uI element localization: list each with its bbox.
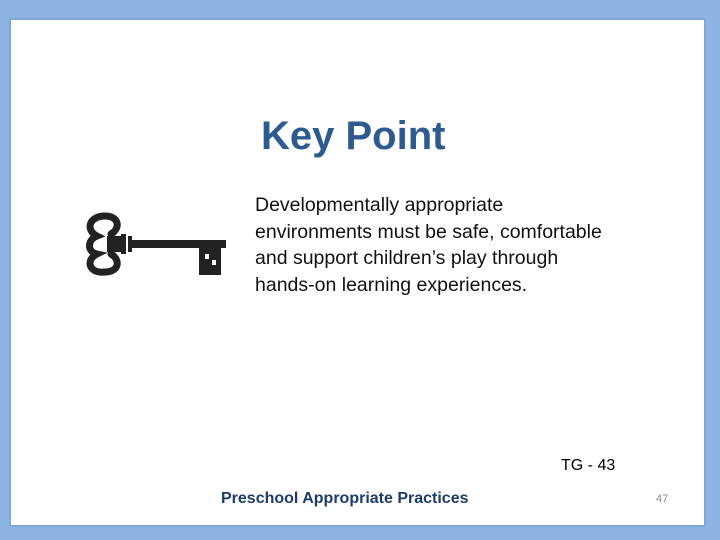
- key-icon: [81, 208, 229, 278]
- slide: [9, 18, 706, 527]
- footer-title: Preschool Appropriate Practices: [221, 490, 469, 507]
- slide-title: Key Point: [261, 114, 446, 158]
- key-point-text: Developmentally appropriate environments must be safe, comfortable and support children’s play through hands-on learning experiences.: [255, 194, 602, 296]
- page-number: 47: [656, 493, 669, 505]
- reference-code: TG - 43: [561, 457, 616, 474]
